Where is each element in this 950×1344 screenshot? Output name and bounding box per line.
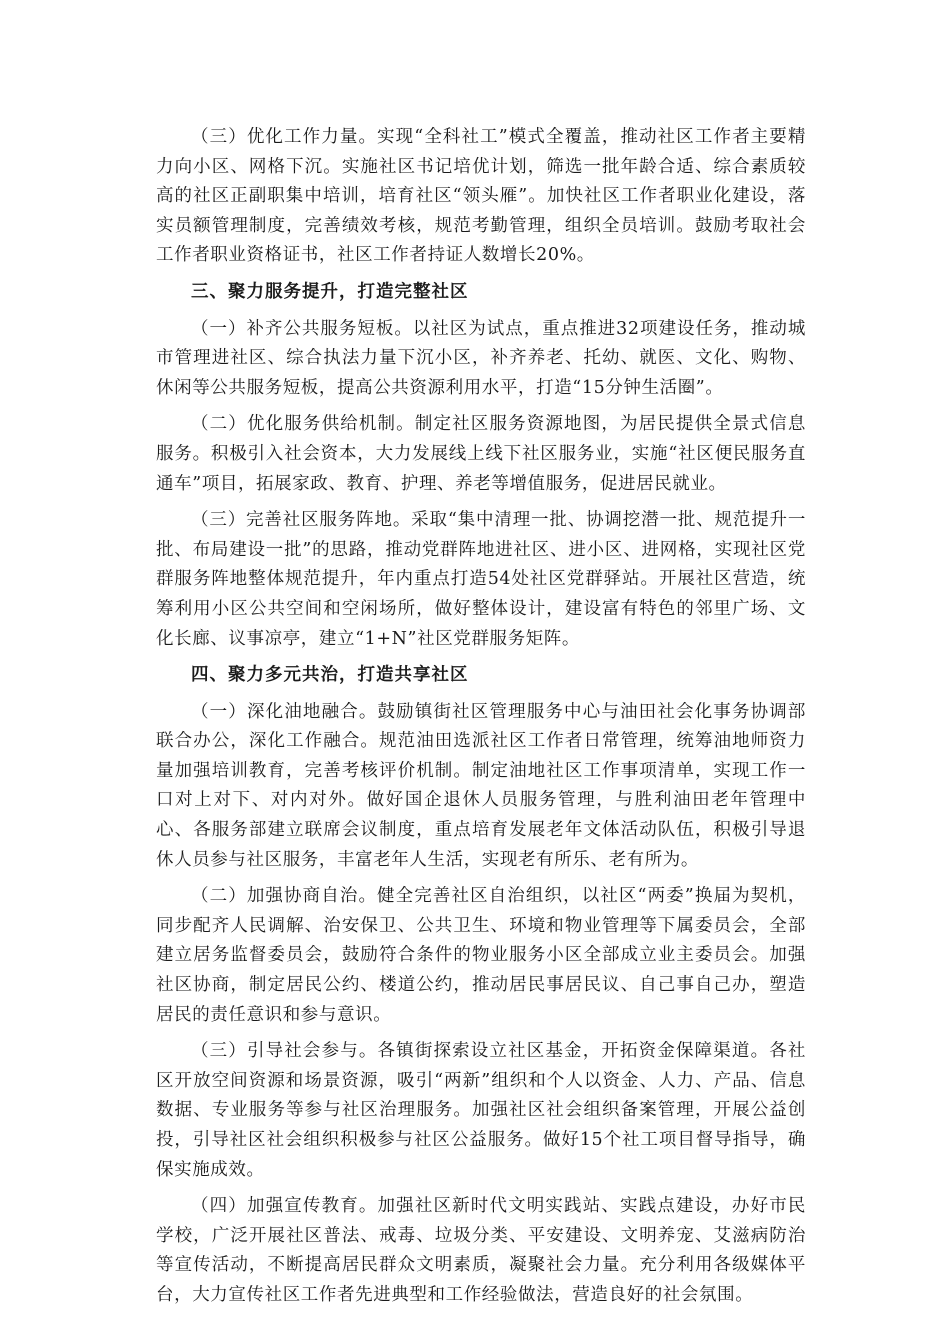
paragraph-oilfield-integration: （一）深化油地融合。鼓励镇街社区管理服务中心与油田社会化事务协调部联合办公，深化工作融合。规范油田选派社区工作者日常管理，统筹油地师资力量加强培训教育，完善考核评价机制。制定油地社区工作事项清单，实现工作一口对上对下、对内对外。做好国企退休人员服务管理，与胜利油田老年管理中心、各服务部建立联席会议制度，重点培育发展老年文体活动队伍，积极引导退休人员参与社区服务，丰富老年人生活，实现老有所乐、老有所为。	[156, 701, 806, 870]
paragraph-publicity-education: （四）加强宣传教育。加强社区新时代文明实践站、实践点建设，办好市民学校，广泛开展社区普法、戒毒、垃圾分类、平安建设、文明养宠、艾滋病防治等宣传活动，不断提高居民群众文明素质，凝聚社会力量。充分利用各级媒体平台，大力宣传社区工作者先进典型和工作经验做法，营造良好的社会氛围。	[156, 1196, 806, 1305]
paragraph-self-governance: （二）加强协商自治。健全完善社区自治组织，以社区“两委”换届为契机，同步配齐人民调解、治安保卫、公共卫生、环境和物业管理等下属委员会，全部建立居务监督委员会，鼓励符合条件的物业服务小区全部成立业主委员会。加强社区协商，制定居民公约、楼道公约，推动居民事居民议、自己事自己办，塑造居民的责任意识和参与意识。	[156, 886, 806, 1025]
paragraph-optimize-workforce: （三）优化工作力量。实现“全科社工”模式全覆盖，推动社区工作者主要精力向小区、网格下沉。实施社区书记培优计划，筛选一批年龄合适、综合素质较高的社区正副职集中培训，培育社区“领头雁”。加快社区工作者职业化建设，落实员额管理制度，完善绩效考核，规范考勤管理，组织全员培训。鼓励考取社会工作者职业资格证书，社区工作者持证人数增长20%。	[156, 127, 806, 266]
section-heading-3: 三、聚力服务提升，打造完整社区	[191, 281, 469, 302]
paragraph-service-supply: （二）优化服务供给机制。制定社区服务资源地图，为居民提供全景式信息服务。积极引入社会资本，大力发展线上线下社区服务业，实施“社区便民服务直通车”项目，拓展家政、教育、护理、养老等增值服务，促进居民就业。	[156, 414, 806, 494]
paragraph-service-venues: （三）完善社区服务阵地。采取“集中清理一批、协调挖潜一批、规范提升一批、布局建设一批”的思路，推动党群阵地进社区、进小区、进网格，实现社区党群服务阵地整体规范提升，年内重点打造54处社区党群驿站。开展社区营造，统筹利用小区公共空间和空闲场所，做好整体设计，建设富有特色的邻里广场、文化长廊、议事凉亭，建立“1+N”社区党群服务矩阵。	[156, 510, 806, 649]
document-page	[156, 123, 806, 1318]
paragraph-public-services: （一）补齐公共服务短板。以社区为试点，重点推进32项建设任务，推动城市管理进社区、综合执法力量下沉小区，补齐养老、托幼、就医、文化、购物、休闲等公共服务短板，提高公共资源利用水平，打造“15分钟生活圈”。	[156, 318, 806, 398]
section-heading-4: 四、聚力多元共治，打造共享社区	[191, 665, 469, 686]
paragraph-social-participation: （三）引导社会参与。各镇街探索设立社区基金，开拓资金保障渠道。各社区开放空间资源和场景资源，吸引“两新”组织和个人以资金、人力、产品、信息数据、专业服务等参与社区治理服务。加强社区社会组织备案管理，开展公益创投，引导社区社会组织积极参与社区公益服务。做好15个社工项目督导指导，确保实施成效。	[156, 1041, 806, 1180]
